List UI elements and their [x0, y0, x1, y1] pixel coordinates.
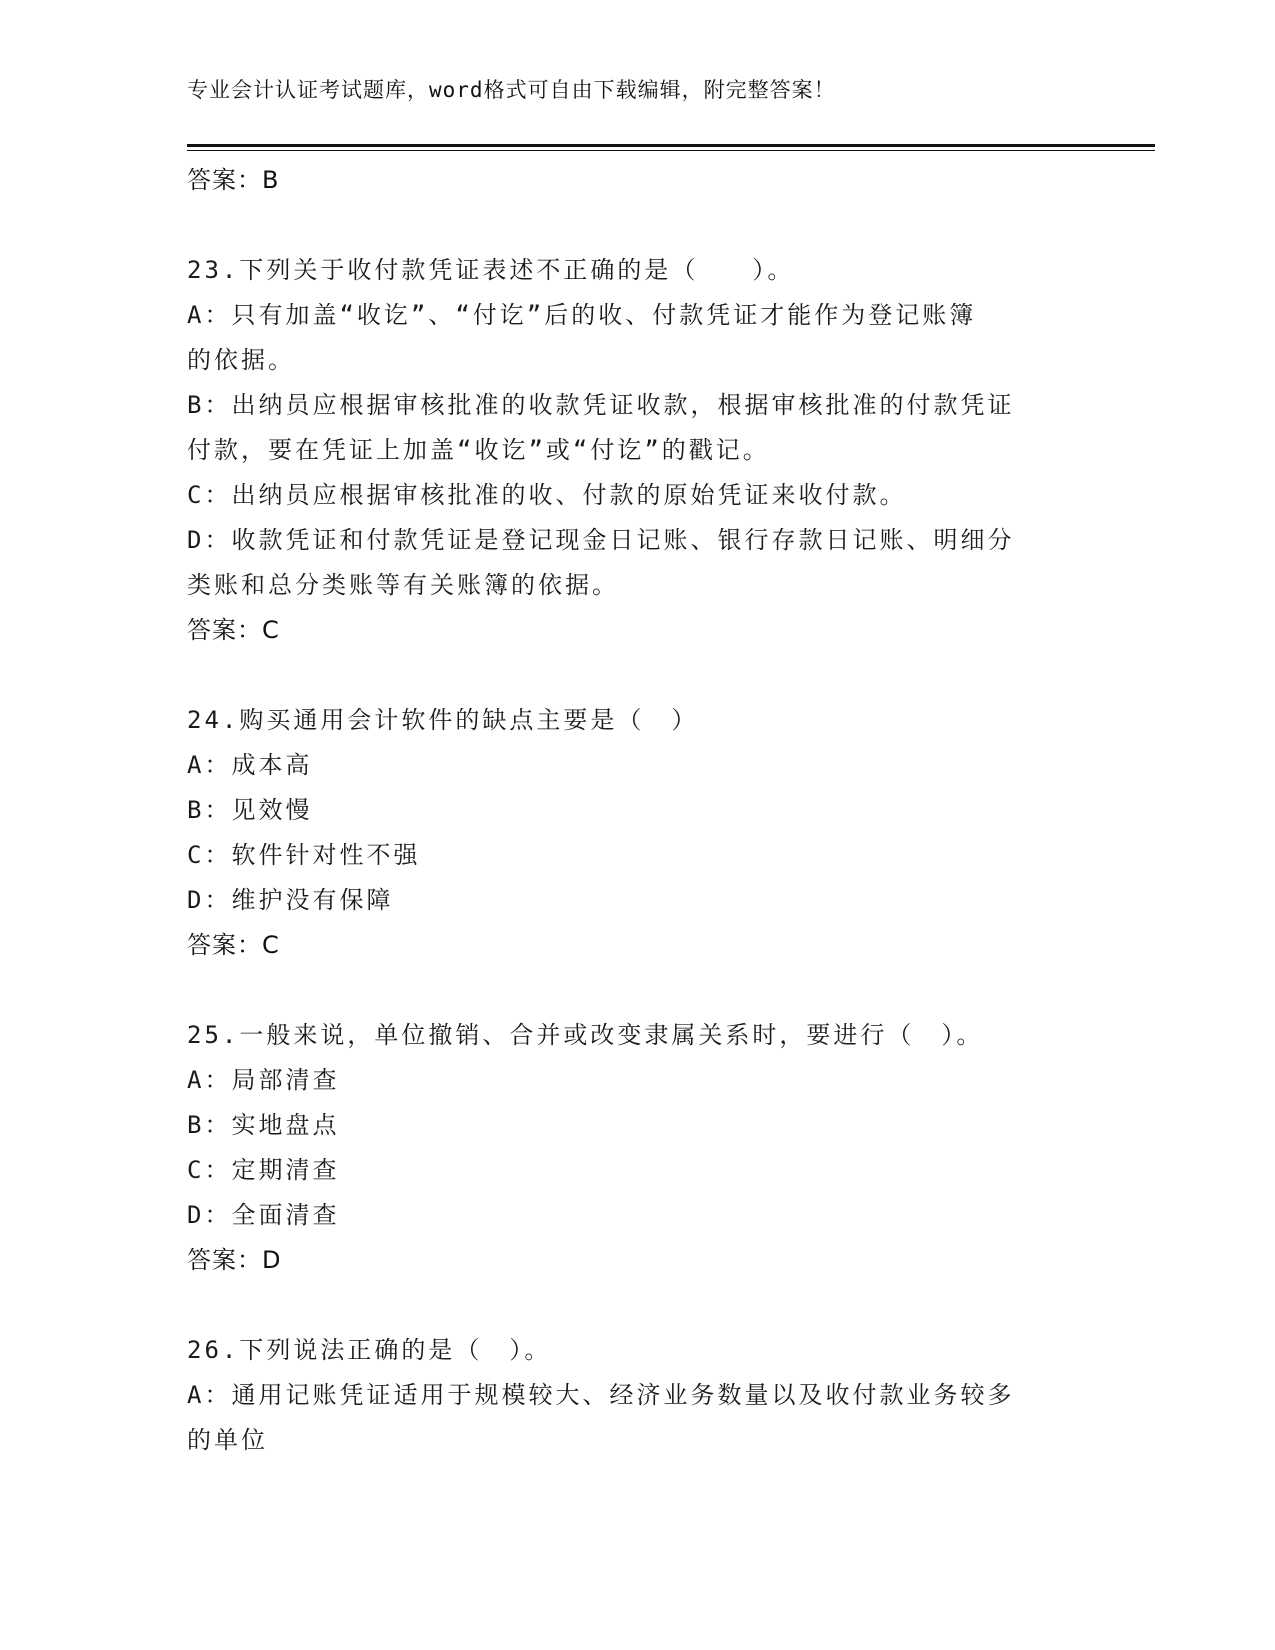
- page-header: 专业会计认证考试题库，word格式可自由下载编辑，附完整答案！: [187, 78, 836, 102]
- option-c: C：定期清查: [187, 1156, 340, 1184]
- option-a: A：局部清查: [187, 1066, 340, 1094]
- option-a: [187, 1373, 1077, 1463]
- question-26: [187, 1328, 1077, 1463]
- option-d: [187, 518, 1077, 608]
- option-line: 类账和总分类账等有关账簿的依据。: [187, 571, 619, 599]
- spacer: [187, 203, 1077, 248]
- option-b: B：实地盘点: [187, 1111, 340, 1139]
- option-d: D：全面清查: [187, 1201, 340, 1229]
- option-d: D：维护没有保障: [187, 886, 394, 914]
- option-b: [187, 383, 1077, 473]
- option-line: 的依据。: [187, 346, 295, 374]
- spacer: [187, 653, 1077, 698]
- option-a: A：成本高: [187, 751, 313, 779]
- answer-line: 答案：C: [187, 616, 280, 644]
- option-c: [187, 473, 1077, 518]
- option-line: B：出纳员应根据审核批准的收款凭证收款，根据审核批准的付款凭证: [187, 391, 1015, 419]
- question-stem: 26.下列说法正确的是（ ）。: [187, 1336, 552, 1364]
- option-a: [187, 293, 1077, 383]
- option-b: B：见效慢: [187, 796, 313, 824]
- header-rule-thin: [187, 150, 1155, 151]
- question-24: [187, 698, 1077, 968]
- question-list: [187, 158, 1077, 1463]
- option-line: A：只有加盖“收讫”、“付讫”后的收、付款凭证才能作为登记账簿: [187, 301, 977, 329]
- answer-line: 答案：D: [187, 1246, 282, 1274]
- option-line: A：通用记账凭证适用于规模较大、经济业务数量以及收付款业务较多: [187, 1381, 1015, 1409]
- question-25: [187, 1013, 1077, 1283]
- answer-line: 答案：C: [187, 931, 280, 959]
- option-line: 的单位: [187, 1426, 268, 1454]
- previous-answer: 答案：B: [187, 166, 280, 194]
- question-stem: 25.一般来说，单位撤销、合并或改变隶属关系时，要进行（ ）。: [187, 1021, 984, 1049]
- option-line: C：出纳员应根据审核批准的收、付款的原始凭证来收付款。: [187, 481, 907, 509]
- option-line: 付款，要在凭证上加盖“收讫”或“付讫”的戳记。: [187, 436, 770, 464]
- question-stem: 23.下列关于收付款凭证表述不正确的是（ ）。: [187, 256, 795, 284]
- question-stem: 24.购买通用会计软件的缺点主要是（ ）: [187, 706, 699, 734]
- option-line: D：收款凭证和付款凭证是登记现金日记账、银行存款日记账、明细分: [187, 526, 1015, 554]
- spacer: [187, 968, 1077, 1013]
- question-23: [187, 248, 1077, 653]
- header-rule-thick: [187, 144, 1155, 147]
- spacer: [187, 1283, 1077, 1328]
- option-c: C：软件针对性不强: [187, 841, 421, 869]
